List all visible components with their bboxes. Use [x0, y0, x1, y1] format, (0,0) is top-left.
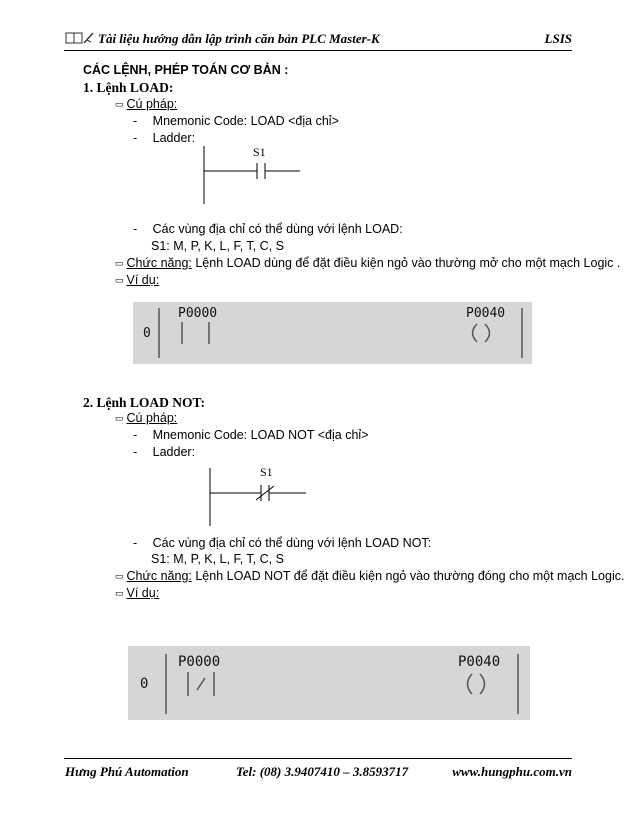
load-example-ladder: [133, 302, 532, 364]
load-not-example-label: Ví dụ:: [126, 586, 160, 600]
load-not-function-text: Lệnh LOAD NOT để đặt điều kiện ngỏ vào thường đóng cho một mạch Logic.: [191, 569, 625, 583]
section-title: CÁC LỆNH, PHÉP TOÁN CƠ BẢN :: [83, 63, 289, 77]
load-not-example-line: [115, 586, 159, 600]
load-not-example-coil: P0040: [458, 654, 501, 670]
load-syntax-label: Cú pháp:: [126, 97, 178, 111]
load-not-ranges-text: Các vùng địa chỉ có thể dùng với lệnh LOAD NOT:: [152, 536, 432, 550]
coil-right-arc: [485, 324, 490, 342]
box-bullet-icon: ▭: [115, 413, 124, 423]
coil-left-arc: [468, 674, 473, 694]
box-bullet-icon: ▭: [115, 275, 124, 285]
load-not-ladder-line: [133, 445, 195, 459]
dash-bullet: -: [133, 114, 138, 128]
load-not-function-line: [115, 569, 624, 583]
box-bullet-icon: ▭: [115, 588, 124, 598]
load-example-contact: P0000: [178, 306, 218, 321]
load-not-ranges-line: [133, 536, 431, 550]
load-not-mnemonic-line: [133, 428, 369, 442]
box-bullet-icon: ▭: [115, 258, 124, 268]
load-ladder-line: [133, 131, 195, 145]
load-not-example-step: 0: [140, 676, 149, 692]
load-function-label: Chức năng:: [126, 256, 192, 270]
load-not-example-ladder: [128, 646, 530, 720]
dash-bullet: -: [133, 222, 138, 236]
load-not-function-label: Chức năng:: [126, 569, 192, 583]
dash-bullet: -: [133, 536, 138, 550]
load-not-ranges-values: S1: M, P, K, L, F, T, C, S: [151, 552, 284, 566]
load-ladder-label: Ladder:: [152, 131, 196, 145]
footer-website: www.hungphu.com.vn: [452, 764, 572, 779]
header-title: Tài liệu hướng dẫn lập trình căn bản PLC Master-K: [98, 31, 380, 46]
contact-slash: [197, 678, 205, 690]
footer-rule: [64, 758, 572, 759]
load-function-text: Lệnh LOAD dùng để đặt điều kiện ngỏ vào thường mở cho một mạch Logic .: [191, 256, 621, 270]
load-not-example-contact: P0000: [178, 654, 221, 670]
load-ranges-values: S1: M, P, K, L, F, T, C, S: [151, 239, 284, 253]
load-heading: 1. Lệnh LOAD:: [83, 80, 174, 95]
header-brand: LSIS: [544, 31, 572, 46]
coil-right-arc: [480, 674, 485, 694]
load-not-ladder-label: Ladder:: [152, 445, 196, 459]
coil-left-arc: [473, 324, 478, 342]
dash-bullet: -: [133, 445, 138, 459]
load-contact-label: S1: [253, 145, 266, 159]
load-syntax-line: [115, 97, 177, 111]
load-not-syntax-label: Cú pháp:: [126, 411, 178, 425]
load-not-mnemonic: Mnemonic Code: LOAD NOT <địa chỉ>: [152, 428, 369, 442]
dash-bullet: -: [133, 428, 138, 442]
load-mnemonic: Mnemonic Code: LOAD <địa chỉ>: [152, 114, 339, 128]
load-ranges-line: [133, 222, 403, 236]
dash-bullet: -: [133, 131, 138, 145]
header-logo-icon: [65, 31, 95, 50]
load-example-step: 0: [143, 326, 151, 341]
load-example-coil: P0040: [466, 306, 506, 321]
load-not-syntax-line: [115, 411, 177, 425]
footer-company: Hưng Phú Automation: [65, 764, 189, 779]
load-example-label: Ví dụ:: [126, 273, 160, 287]
load-mnemonic-line: [133, 114, 339, 128]
header-rule: [64, 50, 572, 51]
load-not-contact-label: S1: [260, 465, 273, 479]
load-not-heading: 2. Lệnh LOAD NOT:: [83, 395, 206, 410]
load-ranges-text: Các vùng địa chỉ có thể dùng với lệnh LOAD:: [152, 222, 403, 236]
load-function-line: [115, 256, 620, 270]
box-bullet-icon: ▭: [115, 571, 124, 581]
box-bullet-icon: ▭: [115, 99, 124, 109]
footer-phone: Tel: (08) 3.9407410 – 3.8593717: [236, 764, 409, 779]
load-example-line: [115, 273, 159, 287]
